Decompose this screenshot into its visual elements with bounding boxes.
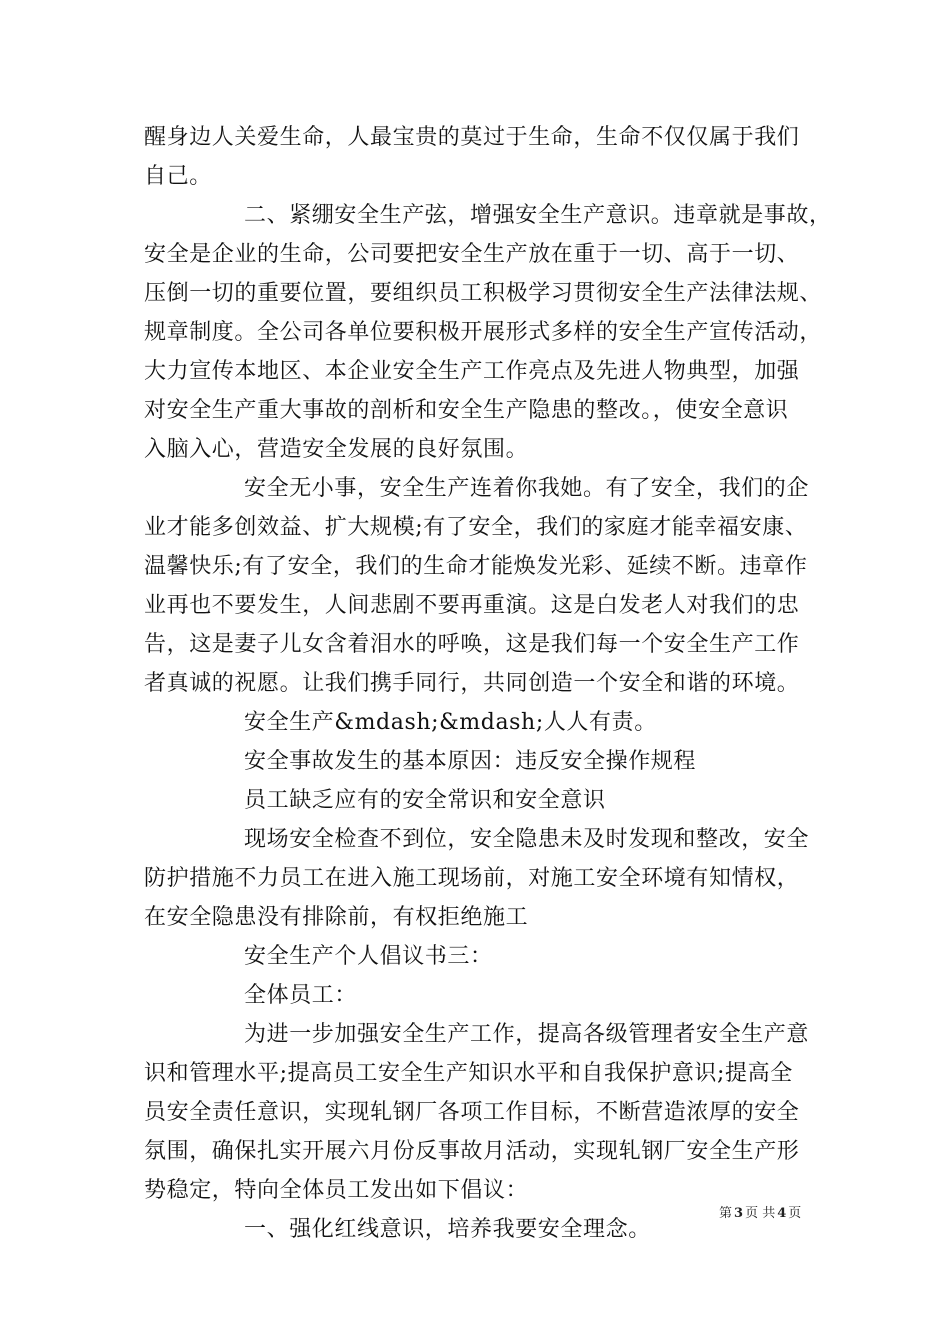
text-line: 员安全责任意识，实现轧钢厂各项工作目标，不断营造浓厚的安全	[144, 1100, 800, 1125]
footer-middle: 页 共	[745, 1206, 776, 1221]
text-line: 安全是企业的生命，公司要把安全生产放在重于一切、高于一切、	[144, 242, 800, 267]
salutation: 全体员工：	[244, 983, 358, 1008]
text-line: 氛围，确保扎实开展六月份反事故月活动，实现轧钢厂安全生产形	[144, 1139, 800, 1164]
text-line: 一、强化红线意识，培养我要安全理念。	[244, 1217, 651, 1242]
text-line: 对安全生产重大事故的剖析和安全生产隐患的整改。，使安全意识	[144, 398, 789, 423]
text-line: 安全事故发生的基本原因：违反安全操作规程	[244, 749, 697, 774]
footer-suffix: 页	[788, 1206, 802, 1221]
text-line: 告，这是妻子儿女含着泪水的呼唤，这是我们每一个安全生产工作	[144, 632, 800, 657]
total-pages-number: 4	[777, 1206, 787, 1221]
page-number-footer	[719, 1202, 801, 1221]
text-line: 压倒一切的重要位置，要组织员工积极学习贯彻安全生产法律法规、	[144, 281, 823, 306]
text-line: 在安全隐患没有排除前，有权拒绝施工	[144, 905, 529, 930]
text-line: 员工缺乏应有的安全常识和安全意识	[244, 788, 606, 813]
text-line: 势稳定，特向全体员工发出如下倡议：	[144, 1178, 529, 1203]
body-text	[144, 118, 832, 1249]
text-line: 业再也不要发生，人间悲剧不要再重演。这是白发老人对我们的忠	[144, 593, 800, 618]
text-line: 规章制度。全公司各单位要积极开展形式多样的安全生产宣传活动，	[144, 320, 823, 345]
text-line: 自己。	[144, 164, 212, 189]
text-line: 业才能多创效益、扩大规模;有了安全，我们的家庭才能幸福安康、	[144, 515, 808, 540]
current-page-number: 3	[734, 1206, 744, 1221]
section-heading: 安全生产个人倡议书三：	[244, 944, 493, 969]
text-line: 安全无小事，安全生产连着你我她。有了安全，我们的企	[244, 476, 810, 501]
text-line: 防护措施不力员工在进入施工现场前，对施工安全环境有知情权，	[144, 866, 800, 891]
text-line: 现场安全检查不到位，安全隐患未及时发现和整改，安全	[244, 827, 810, 852]
text-line: 温馨快乐;有了安全，我们的生命才能焕发光彩、延续不断。违章作	[144, 554, 808, 579]
text-line: 安全生产&mdash;&mdash;人人有责。	[244, 710, 657, 735]
text-line: 识和管理水平;提高员工安全生产知识水平和自我保护意识;提高全	[144, 1061, 793, 1086]
text-line: 二、紧绷安全生产弦，增强安全生产意识。违章就是事故，	[244, 203, 832, 228]
footer-prefix: 第	[719, 1206, 733, 1221]
text-line: 者真诚的祝愿。让我们携手同行，共同创造一个安全和谐的环境。	[144, 671, 800, 696]
text-line: 入脑入心，营造安全发展的良好氛围。	[144, 437, 529, 462]
text-line: 为进一步加强安全生产工作，提高各级管理者安全生产意	[244, 1022, 810, 1047]
text-line: 大力宣传本地区、本企业安全生产工作亮点及先进人物典型，加强	[144, 359, 800, 384]
text-line: 醒身边人关爱生命，人最宝贵的莫过于生命，生命不仅仅属于我们	[144, 125, 800, 150]
